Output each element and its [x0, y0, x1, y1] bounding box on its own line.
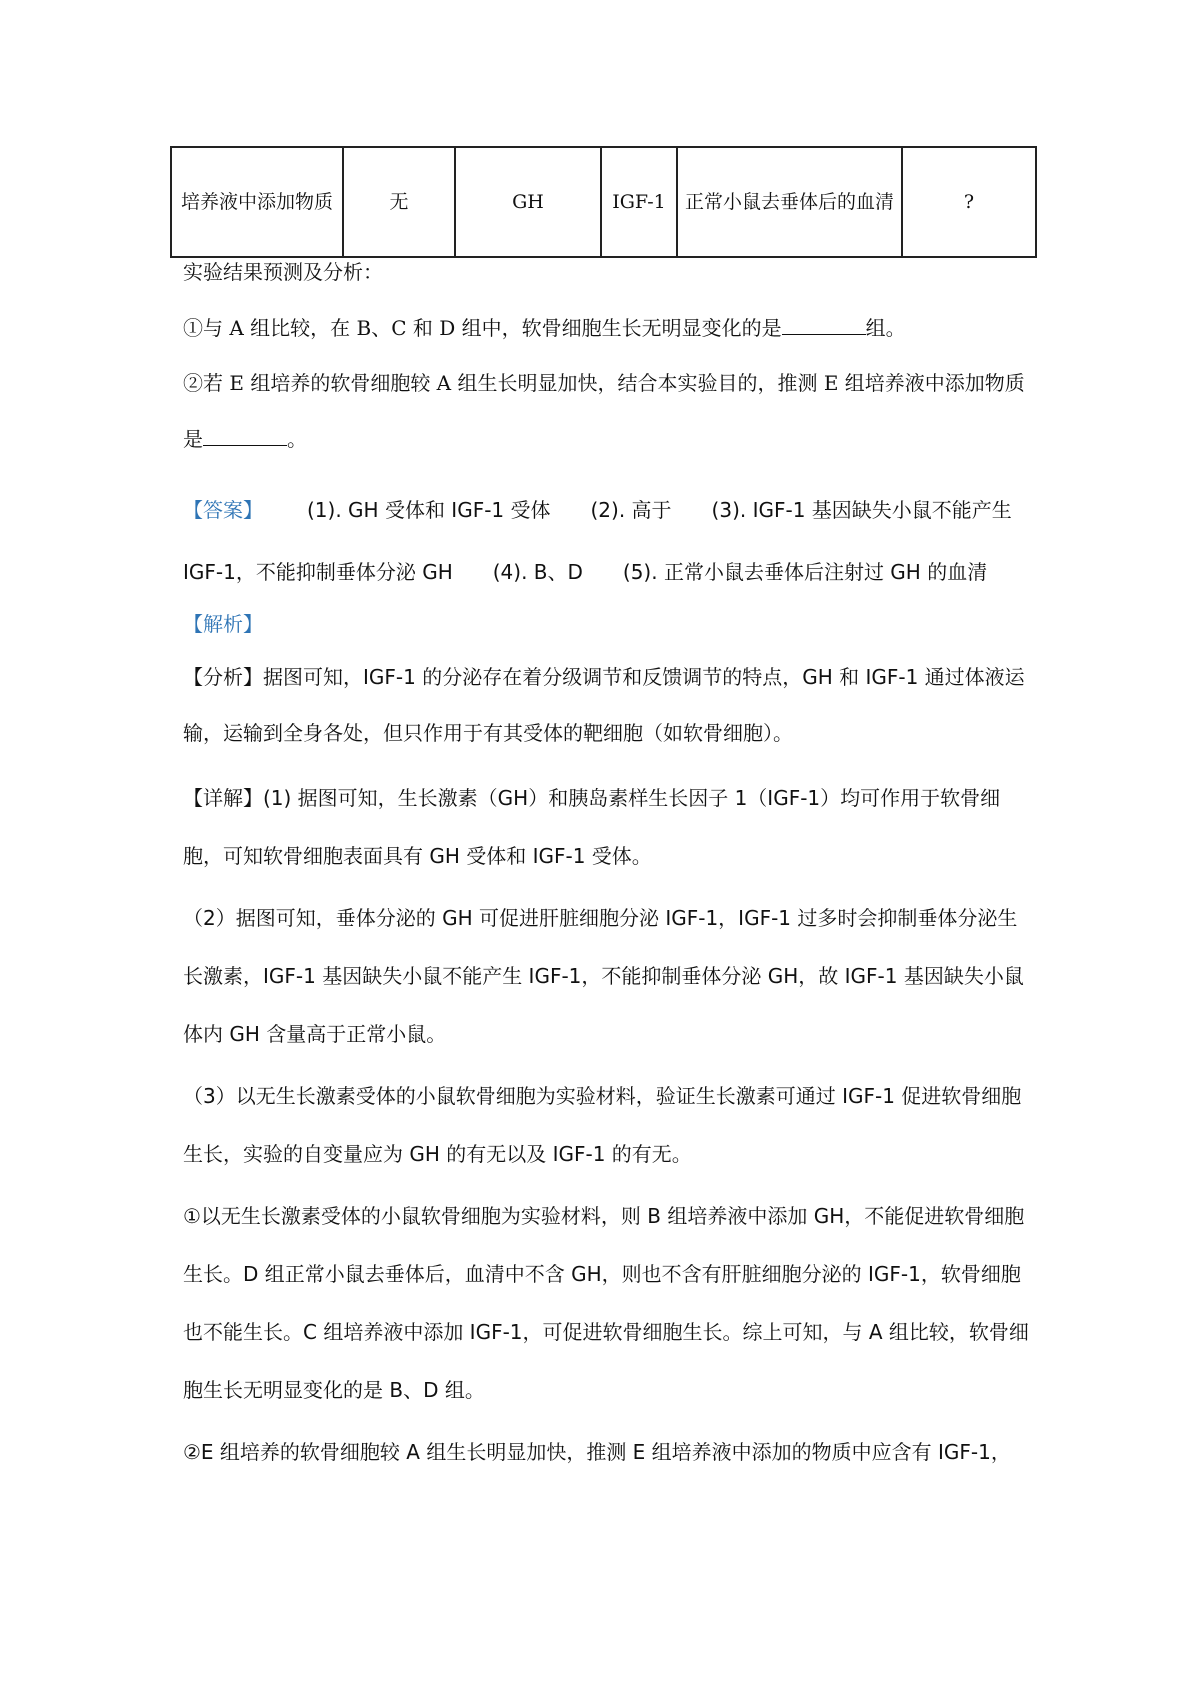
detail-paragraph: ①以无生长激素受体的小鼠软骨细胞为实验材料，则 B 组培养液中添加 GH，不能促进软骨细胞生长。D 组正常小鼠去垂体后，血清中不含 GH，则也不含有肝脏细胞分泌的 IGF-1，软骨细胞也不能生长。C 组培养液中添加 IGF-1，可促进软骨细胞生长。综上可知，与 A 组比较，软骨细胞生长无明显变化的是 B、D 组。: [183, 1204, 1029, 1402]
text: ①与 A 组比较，在 B、C 和 D 组中，软骨细胞生长无明显变化的是: [183, 316, 782, 340]
text: ②若 E 组培养的软骨细胞较 A 组生长明显加快，结合本实验目的，推测 E 组培养液中添加物质是: [183, 371, 1025, 451]
table-cell: ?: [902, 147, 1036, 257]
analysis-tag: 【解析】: [183, 612, 263, 636]
answer-section: [183, 479, 1035, 603]
text: 组。: [865, 316, 906, 340]
detail-paragraph: （3）以无生长激素受体的小鼠软骨细胞为实验材料，验证生长激素可通过 IGF-1 促进软骨细胞生长，实验的自变量应为 GH 的有无以及 IGF-1 的有无。: [183, 1084, 1022, 1166]
answer-tag: 【答案】: [183, 498, 263, 522]
answer-text: (1). GH 受体和 IGF-1 受体 (2). 高于 (3). IGF-1 基因缺失小鼠不能产生 IGF-1，不能抑制垂体分泌 GH (4). B、D (5). 正常小鼠去垂体后注射过 GH 的血清: [183, 498, 1012, 584]
detail-paragraph: （2）据图可知，垂体分泌的 GH 可促进肝脏细胞分泌 IGF-1，IGF-1 过多时会抑制垂体分泌生长激素，IGF-1 基因缺失小鼠不能产生 IGF-1，不能抑制垂体分泌 GH，故 IGF-1 基因缺失小鼠体内 GH 含量高于正常小鼠。: [183, 906, 1024, 1046]
detail-paragraph: 【详解】(1) 据图可知，生长激素（GH）和胰岛素样生长因子 1（IGF-1）均可作用于软骨细胞，可知软骨细胞表面具有 GH 受体和 IGF-1 受体。: [183, 786, 1001, 868]
question-2: [183, 355, 1035, 467]
table-cell: 正常小鼠去垂体后的血清: [677, 147, 902, 257]
text: 。: [287, 427, 307, 451]
analysis-paragraph: 【分析】据图可知，IGF-1 的分泌存在着分级调节和反馈调节的特点，GH 和 IGF-1 通过体液运输，运输到全身各处，但只作用于有其受体的靶细胞（如软骨细胞）。: [183, 665, 1025, 745]
paragraph: 实验结果预测及分析：: [183, 260, 383, 284]
table-cell: 无: [343, 147, 455, 257]
document-body: [183, 255, 1035, 1481]
table-row: [171, 147, 1036, 257]
table-cell: GH: [455, 147, 601, 257]
table-cell: IGF-1: [601, 147, 677, 257]
detail-paragraph: ②E 组培养的软骨细胞较 A 组生长明显加快，推测 E 组培养液中添加的物质中应含有 IGF-1，: [183, 1440, 1011, 1464]
question-1: [183, 311, 1035, 345]
table-cell: 培养液中添加物质: [171, 147, 343, 257]
experiment-table: [170, 146, 1037, 258]
answer-blank: [782, 314, 866, 335]
answer-blank: [203, 425, 287, 446]
